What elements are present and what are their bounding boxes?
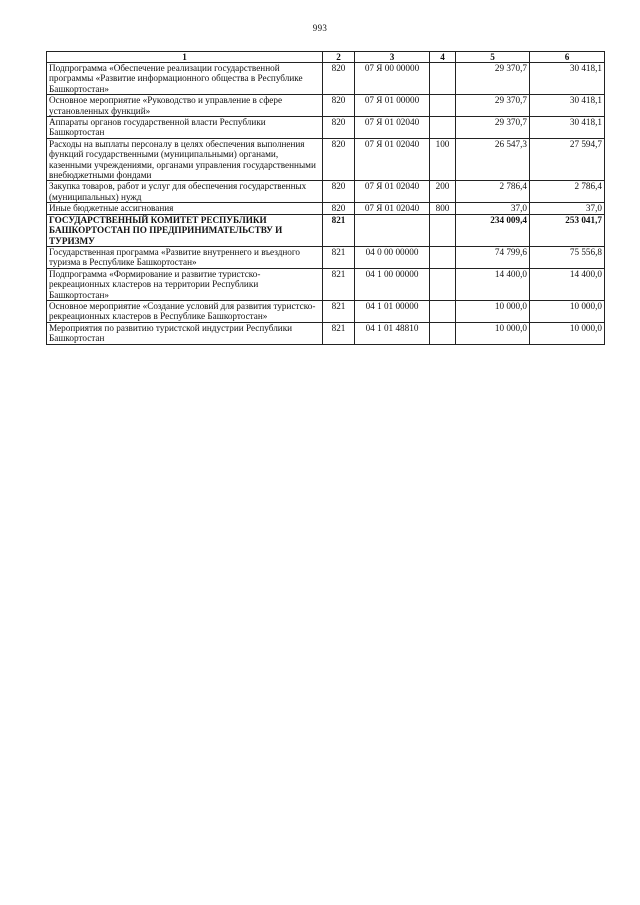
cell-amount-year-1: 74 799,6 [456,246,530,268]
cell-department-code: 820 [323,203,355,214]
cell-target-article: 07 Я 01 02040 [355,138,430,181]
cell-name: Расходы на выплаты персоналу в целях обеспечения выполнения функций государственными (муниципальными) органами, казенными учреждениями, органами управления государственными внебюджетными фондами [47,138,323,181]
cell-amount-year-1: 234 009,4 [456,214,530,246]
header-col-6: 6 [530,52,605,63]
cell-expense-type [430,117,456,139]
cell-amount-year-2: 253 041,7 [530,214,605,246]
cell-name: Закупка товаров, работ и услуг для обеспечения государственных (муниципальных) нужд [47,181,323,203]
table-row [47,117,605,139]
cell-amount-year-2: 2 786,4 [530,181,605,203]
cell-department-code: 821 [323,322,355,344]
cell-amount-year-1: 29 370,7 [456,95,530,117]
cell-amount-year-2: 30 418,1 [530,63,605,95]
cell-amount-year-2: 10 000,0 [530,300,605,322]
cell-target-article: 04 0 00 00000 [355,246,430,268]
table-body [47,63,605,345]
cell-amount-year-2: 27 594,7 [530,138,605,181]
cell-target-article: 07 Я 01 02040 [355,117,430,139]
header-col-2: 2 [323,52,355,63]
cell-amount-year-1: 29 370,7 [456,63,530,95]
cell-expense-type [430,63,456,95]
cell-amount-year-2: 37,0 [530,203,605,214]
header-col-5: 5 [456,52,530,63]
cell-name: Мероприятия по развитию туристской индустрии Республики Башкортостан [47,322,323,344]
cell-amount-year-1: 10 000,0 [456,300,530,322]
cell-department-code: 820 [323,95,355,117]
cell-department-code: 821 [323,214,355,246]
table-row [47,63,605,95]
table-row [47,214,605,246]
cell-name: ГОСУДАРСТВЕННЫЙ КОМИТЕТ РЕСПУБЛИКИ БАШКОРТОСТАН ПО ПРЕДПРИНИМАТЕЛЬСТВУ И ТУРИЗМУ [47,214,323,246]
header-row [47,52,605,63]
cell-expense-type [430,95,456,117]
page-number: 993 [312,23,328,33]
cell-expense-type [430,214,456,246]
header-col-4: 4 [430,52,456,63]
cell-department-code: 820 [323,63,355,95]
cell-name: Иные бюджетные ассигнования [47,203,323,214]
cell-department-code: 821 [323,268,355,300]
cell-amount-year-1: 14 400,0 [456,268,530,300]
table-header [47,52,605,63]
cell-target-article: 04 1 01 48810 [355,322,430,344]
cell-amount-year-1: 10 000,0 [456,322,530,344]
table-row [47,181,605,203]
cell-target-article: 04 1 00 00000 [355,268,430,300]
cell-amount-year-1: 26 547,3 [456,138,530,181]
cell-name: Подпрограмма «Обеспечение реализации государственной программы «Развитие информационного общества в Республике Башкортостан» [47,63,323,95]
cell-amount-year-2: 75 556,8 [530,246,605,268]
cell-target-article: 07 Я 01 02040 [355,203,430,214]
table-row [47,246,605,268]
cell-name: Государственная программа «Развитие внутреннего и въездного туризма в Республике Башкортостан» [47,246,323,268]
cell-department-code: 820 [323,117,355,139]
cell-target-article: 07 Я 01 02040 [355,181,430,203]
header-col-1: 1 [47,52,323,63]
cell-expense-type [430,268,456,300]
cell-department-code: 820 [323,138,355,181]
table-row [47,203,605,214]
cell-expense-type [430,246,456,268]
cell-expense-type [430,322,456,344]
cell-expense-type: 100 [430,138,456,181]
table-row [47,95,605,117]
cell-department-code: 820 [323,181,355,203]
cell-target-article: 04 1 01 00000 [355,300,430,322]
cell-department-code: 821 [323,246,355,268]
cell-name: Аппараты органов государственной власти Республики Башкортостан [47,117,323,139]
cell-amount-year-2: 30 418,1 [530,95,605,117]
cell-target-article: 07 Я 01 00000 [355,95,430,117]
cell-amount-year-2: 30 418,1 [530,117,605,139]
cell-name: Подпрограмма «Формирование и развитие туристско-рекреационных кластеров на территории Республики Башкортостан» [47,268,323,300]
cell-name: Основное мероприятие «Руководство и управление в сфере установленных функций» [47,95,323,117]
cell-amount-year-1: 29 370,7 [456,117,530,139]
cell-expense-type: 200 [430,181,456,203]
header-col-3: 3 [355,52,430,63]
cell-amount-year-2: 14 400,0 [530,268,605,300]
cell-name: Основное мероприятие «Создание условий для развития туристско-рекреационных кластеров в Республике Башкортостан» [47,300,323,322]
cell-expense-type: 800 [430,203,456,214]
cell-target-article: 07 Я 00 00000 [355,63,430,95]
cell-amount-year-2: 10 000,0 [530,322,605,344]
cell-amount-year-1: 37,0 [456,203,530,214]
cell-department-code: 821 [323,300,355,322]
cell-expense-type [430,300,456,322]
cell-target-article [355,214,430,246]
table-row [47,300,605,322]
table-row [47,322,605,344]
table-row [47,138,605,181]
cell-amount-year-1: 2 786,4 [456,181,530,203]
budget-table [46,51,605,345]
table-row [47,268,605,300]
